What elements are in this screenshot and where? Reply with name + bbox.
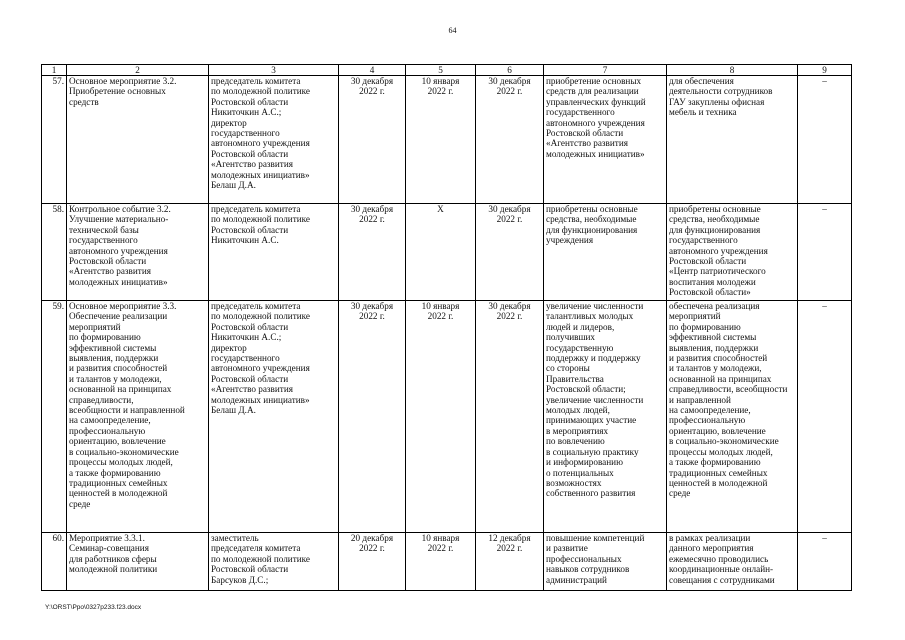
responsible-cell: заместитель председателя комитета по молодежной политике Ростовской области Барсуков Д.С.;	[209, 533, 339, 591]
actual-result-cell: приобретены основные средства, необходимые для функционирования государственного автономного учреждения Ростовской области «Центр патриотического воспитания молодежи Ростовской области»	[667, 204, 798, 301]
plan-date-cell: 30 декабря 2022 г.	[339, 301, 406, 533]
column-number: 3	[209, 65, 339, 76]
forecast-date-cell: 10 января 2022 г.	[406, 533, 476, 591]
plan-date-cell: 30 декабря 2022 г.	[339, 76, 406, 204]
table-row	[42, 204, 852, 301]
column-number: 6	[476, 65, 544, 76]
responsible-cell: председатель комитета по молодежной политике Ростовской области Никиточкин А.С.; директор государственного автономного учреждения Ростовской области «Агентство развития молодежных инициатив» Белаш Д.А.	[209, 301, 339, 533]
note-cell: –	[798, 301, 852, 533]
row-number: 60.	[42, 533, 67, 591]
forecast-date-cell: 10 января 2022 г.	[406, 76, 476, 204]
forecast-date-cell: X	[406, 204, 476, 301]
event-cell: Основное мероприятие 3.3. Обеспечение реализации мероприятий по формированию эффективной системы выявления, поддержки и развития способностей и талантов у молодежи, основанной на принципах справедливости, всеобщности и направленной на самоопределение, профессиональную ориентацию, вовлечение в социально-экономические процессы молодых людей, а также формированию традиционных семейных ценностей в молодежной среде	[67, 301, 209, 533]
actual-date-cell: 30 декабря 2022 г.	[476, 204, 544, 301]
row-number: 59.	[42, 301, 67, 533]
actual-date-cell: 30 декабря 2022 г.	[476, 301, 544, 533]
actual-date-cell: 30 декабря 2022 г.	[476, 76, 544, 204]
column-number: 7	[544, 65, 667, 76]
actual-date-cell: 12 декабря 2022 г.	[476, 533, 544, 591]
column-number: 1	[42, 65, 67, 76]
note-cell: –	[798, 76, 852, 204]
row-number: 58.	[42, 204, 67, 301]
planned-result-cell: приобретение основных средств для реализации управленческих функций государственного автономного учреждения Ростовской области «Агентство развития молодежных инициатив»	[544, 76, 667, 204]
event-cell: Контрольное событие 3.2. Улучшение материально- технической базы государственного автономного учреждения Ростовской области «Агентство развития молодежных инициатив»	[67, 204, 209, 301]
plan-date-cell: 20 декабря 2022 г.	[339, 533, 406, 591]
planned-result-cell: повышение компетенций и развитие профессиональных навыков сотрудников администраций	[544, 533, 667, 591]
column-number: 8	[667, 65, 798, 76]
table-row	[42, 76, 852, 204]
file-path-footer: Y:\ORST\Ppo\0327p233.f23.docx	[45, 604, 142, 611]
column-number-row	[42, 65, 852, 76]
event-cell: Основное мероприятие 3.2. Приобретение основных средств	[67, 76, 209, 204]
column-number: 2	[67, 65, 209, 76]
column-number: 5	[406, 65, 476, 76]
page-number: 64	[448, 26, 457, 35]
actual-result-cell: в рамках реализации данного мероприятия ежемесячно проводились координационные онлайн- совещания с сотрудниками	[667, 533, 798, 591]
event-cell: Мероприятие 3.3.1. Семинар-совещания для работников сферы молодежной политики	[67, 533, 209, 591]
planned-result-cell: приобретены основные средства, необходимые для функционирования учреждения	[544, 204, 667, 301]
note-cell: –	[798, 533, 852, 591]
column-number: 9	[798, 65, 852, 76]
report-table	[41, 64, 852, 591]
table-row	[42, 301, 852, 533]
forecast-date-cell: 10 января 2022 г.	[406, 301, 476, 533]
column-number: 4	[339, 65, 406, 76]
responsible-cell: председатель комитета по молодежной политике Ростовской области Никиточкин А.С.; директор государственного автономного учреждения Ростовской области «Агентство развития молодежных инициатив» Белаш Д.А.	[209, 76, 339, 204]
note-cell: –	[798, 204, 852, 301]
table-row	[42, 533, 852, 591]
planned-result-cell: увеличение численности талантливых молодых людей и лидеров, получивших государственную поддержку и поддержку со стороны Правительства Ростовской области; увеличение численности молодых людей, принимающих участие в мероприятиях по вовлечению в социальную практику и информированию о потенциальных возможностях собственного развития	[544, 301, 667, 533]
plan-date-cell: 30 декабря 2022 г.	[339, 204, 406, 301]
row-number: 57.	[42, 76, 67, 204]
actual-result-cell: обеспечена реализация мероприятий по формированию эффективной системы выявления, поддержки и развития способностей и талантов у молодежи, основанной на принципах справедливости, всеобщности и направленной на самоопределение, профессиональную ориентацию, вовлечение в социально-экономические процессы молодых людей, а также формированию традиционных семейных ценностей в молодежной среде	[667, 301, 798, 533]
actual-result-cell: для обеспечения деятельности сотрудников ГАУ закуплены офисная мебель и техника	[667, 76, 798, 204]
responsible-cell: председатель комитета по молодежной политике Ростовской области Никиточкин А.С.	[209, 204, 339, 301]
